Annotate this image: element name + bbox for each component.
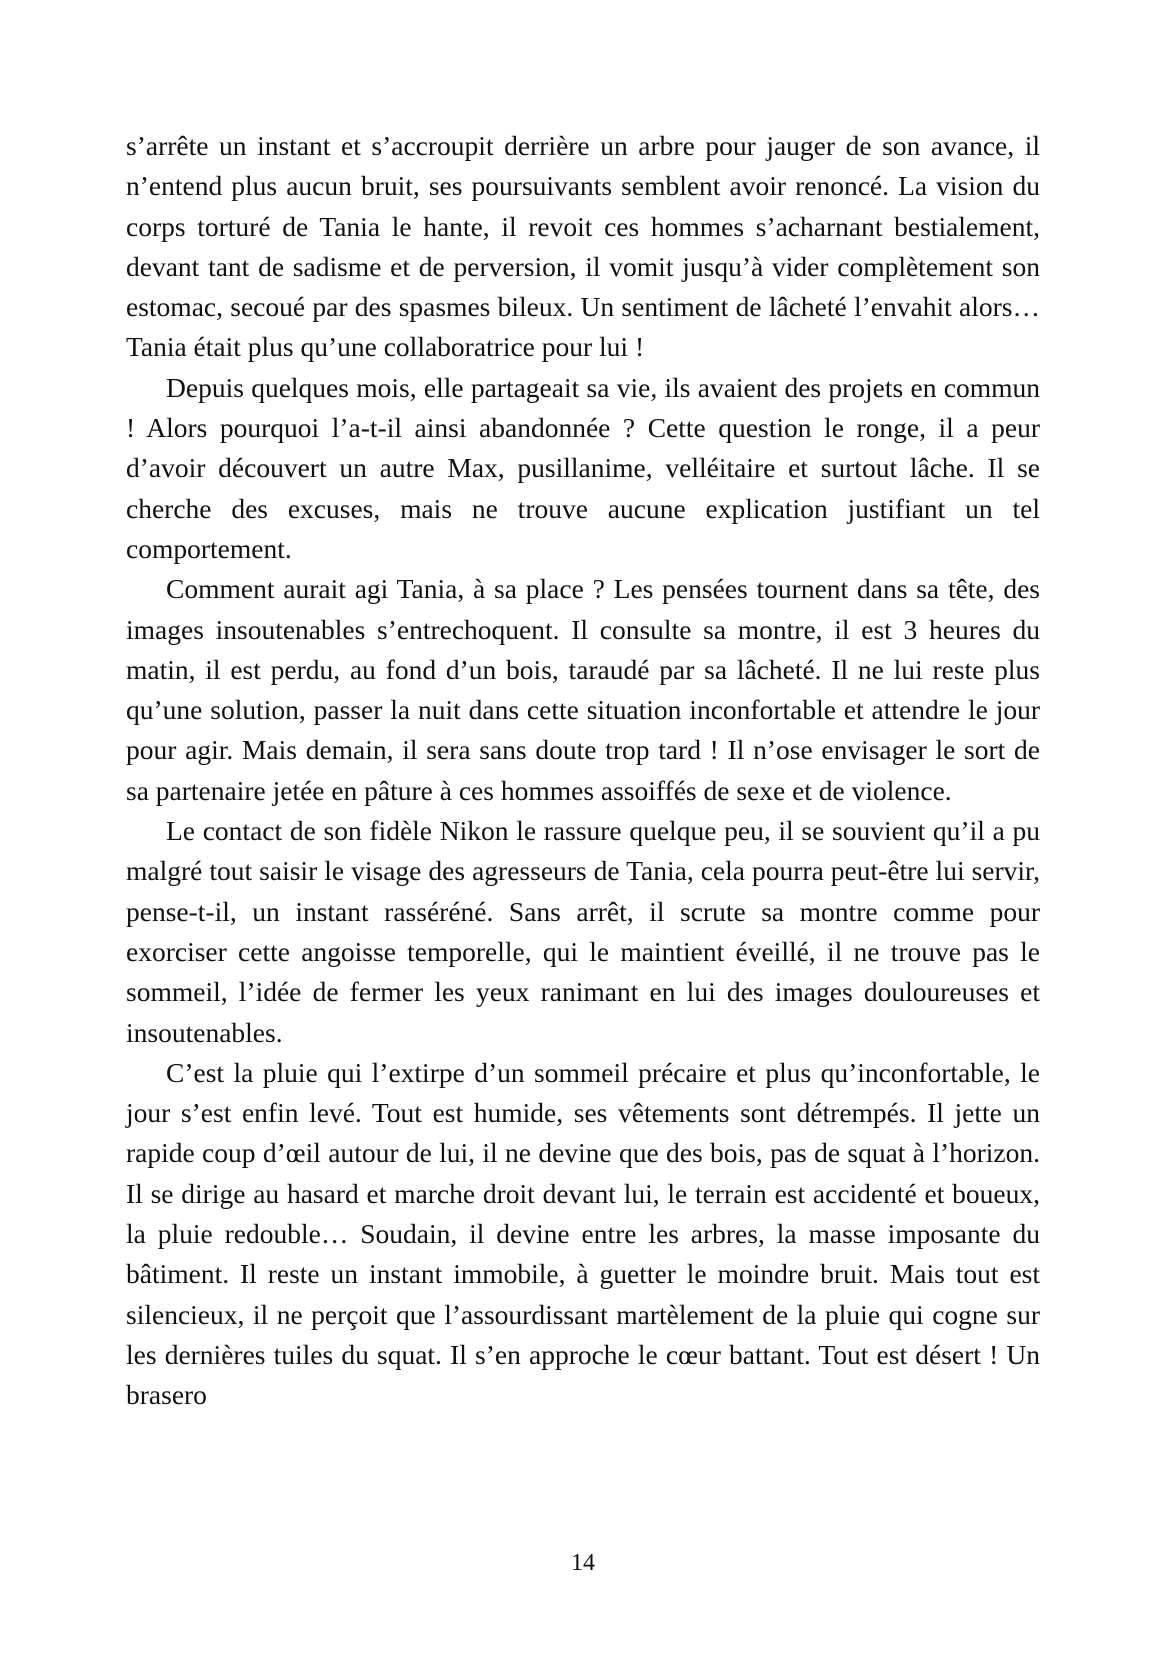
paragraph-4: Le contact de son fidèle Nikon le rassure quelque peu, il se souvient qu’il a pu malgré tout saisir le visage des agresseurs de Tania, cela pourra peut-être lui servir, pense-t-il, un instant rasséréné. Sans arrêt, il scrute sa montre comme pour exorciser cette angoisse temporelle, qui le maintient éveillé, il ne trouve pas le sommeil, l’idée de fermer les yeux ranimant en lui des images douloureuses et insoutenables. [126,815,1040,1048]
body-text [126,126,1040,1416]
page-number: 14 [571,1550,595,1576]
paragraph-2: Depuis quelques mois, elle partageait sa vie, ils avaient des projets en commun ! Alors pourquoi l’a-t-il ainsi abandonnée ? Cette question le ronge, il a peur d’avoir découvert un autre Max, pusillanime, velléitaire et surtout lâche. Il se cherche des excuses, mais ne trouve aucune explication justifiant un tel comportement. [126,371,1040,564]
paragraph-3: Comment aurait agi Tania, à sa place ? Les pensées tournent dans sa tête, des images insoutenables s’entrechoquent. Il consulte sa montre, il est 3 heures du matin, il est perdu, au fond d’un bois, taraudé par sa lâcheté. Il ne lui reste plus qu’une solution, passer la nuit dans cette situation inconfortable et attendre le jour pour agir. Mais demain, il sera sans doute trop tard ! Il n’ose envisager le sort de sa partenaire jetée en pâture à ces hommes assoiffés de sexe et de violence. [126,573,1040,806]
paragraph-1: s’arrête un instant et s’accroupit derrière un arbre pour jauger de son avance, il n’entend plus aucun bruit, ses poursuivants semblent avoir renoncé. La vision du corps torturé de Tania le hante, il revoit ces hommes s’acharnant bestialement, devant tant de sadisme et de perversion, il vomit jusqu’à vider complètement son estomac, secoué par des spasmes bileux. Un sentiment de lâcheté l’envahit alors… Tania était plus qu’une collaboratrice pour lui ! [126,130,1040,363]
paragraph-5: C’est la pluie qui l’extirpe d’un sommeil précaire et plus qu’inconfortable, le jour s’est enfin levé. Tout est humide, ses vêtements sont détrempés. Il jette un rapide coup d’œil autour de lui, il ne devine que des bois, pas de squat à l’horizon. Il se dirige au hasard et marche droit devant lui, le terrain est accidenté et boueux, la pluie redouble… Soudain, il devine entre les arbres, la masse imposante du bâtiment. Il reste un instant immobile, à guetter le moindre bruit. Mais tout est silencieux, il ne perçoit que l’assourdissant martèlement de la pluie qui cogne sur les dernières tuiles du squat. Il s’en approche le cœur battant. Tout est désert ! Un brasero [126,1056,1040,1411]
